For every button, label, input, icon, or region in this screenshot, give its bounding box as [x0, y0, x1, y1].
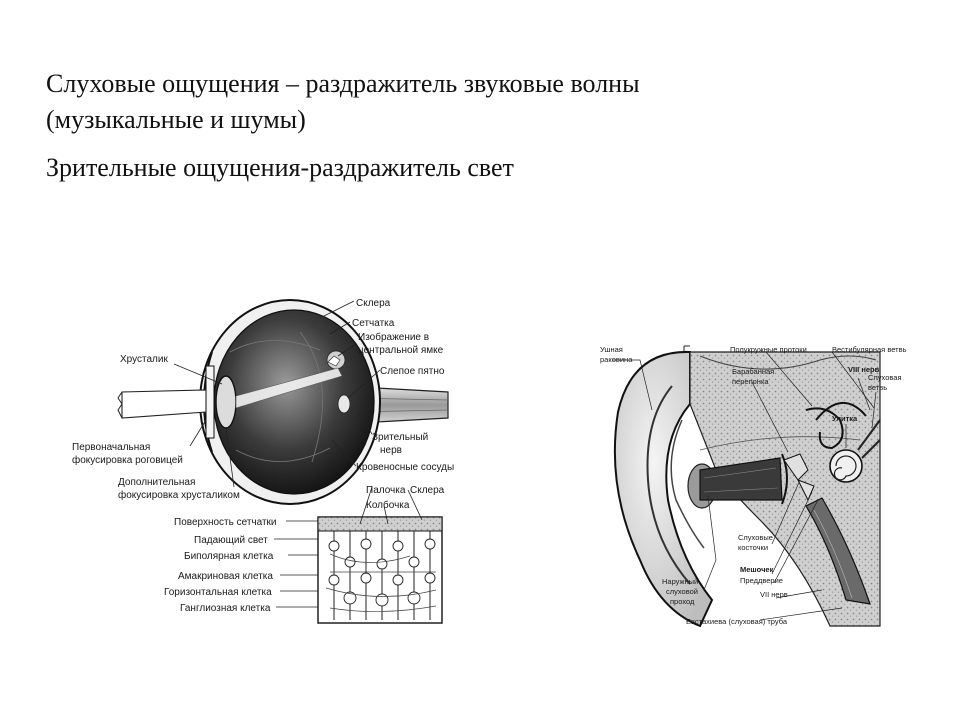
- label-blind-spot: Слепое пятно: [380, 366, 445, 377]
- label-retina-surface: Поверхность сетчатки: [174, 517, 277, 528]
- label-tympanic-2: перепонка: [732, 377, 769, 386]
- ear-canal: [700, 458, 782, 500]
- label-auditory-branch-1: Слуховая: [868, 373, 902, 382]
- heading-auditory: Слуховые ощущения – раздражитель звуковые волны: [46, 69, 640, 98]
- ear-diagram: [600, 345, 907, 626]
- label-canal-1: Наружный: [662, 577, 699, 586]
- label-image-fovea-2: центральной ямке: [358, 345, 444, 356]
- label-extra-focus-2: фокусировка хрусталиком: [118, 490, 240, 501]
- label-lens: Хрусталик: [120, 354, 168, 365]
- label-primary-focus-2: фокусировка роговицей: [72, 455, 183, 466]
- label-sclera: Склера: [356, 298, 391, 309]
- heading-auditory-examples: (музыкальные и шумы): [46, 105, 306, 134]
- label-optic-nerve-2: нерв: [380, 445, 402, 456]
- label-primary-focus-1: Первоначальная: [72, 442, 151, 453]
- label-tympanic-1: Барабанная: [732, 367, 775, 376]
- label-vestibule: Преддверие: [740, 576, 783, 585]
- label-ganglion-cell: Ганглиозная клетка: [180, 603, 271, 614]
- label-bipolar-cell: Биполярная клетка: [184, 551, 274, 562]
- retina-cell-diagram: [318, 517, 442, 623]
- label-eustachian: Евстахиева (слуховая) труба: [686, 617, 788, 626]
- eye-diagram: [72, 298, 454, 623]
- label-incident-light: Падающий свет: [194, 535, 268, 546]
- label-canal-3: проход: [670, 597, 695, 606]
- label-auricle-1: Ушная: [600, 345, 623, 354]
- label-auditory-branch-2: ветвь: [868, 383, 888, 392]
- label-cone: Колбочка: [366, 500, 410, 511]
- label-sclera-cells: Склера: [410, 485, 445, 496]
- label-vii-nerve: VII нерв: [760, 590, 788, 599]
- label-viii-nerve: VIII нерв: [848, 365, 880, 374]
- label-horizontal-cell: Горизонтальная клетка: [164, 587, 272, 598]
- label-saccule: Мешочек: [740, 565, 774, 574]
- label-optic-nerve-1: Зрительный: [372, 432, 429, 443]
- label-extra-focus-1: Дополнительная: [118, 477, 196, 488]
- heading-visual: Зрительные ощущения-раздражитель свет: [46, 153, 514, 182]
- label-vestibular-branch: Вестибулярная ветвь: [832, 345, 907, 354]
- label-auricle-2: раковина: [600, 355, 633, 364]
- label-canal-2: слуховой: [666, 587, 698, 596]
- label-retina: Сетчатка: [352, 318, 395, 329]
- label-blood-vessels: Кровеносные сосуды: [356, 462, 455, 473]
- label-image-fovea-1: Изображение в: [358, 332, 430, 343]
- lens: [216, 376, 236, 428]
- label-ossicles-2: косточки: [738, 543, 769, 552]
- label-ossicles-1: Слуховые: [738, 533, 773, 542]
- label-cochlea: Улитка: [832, 414, 858, 423]
- label-semicircular: Полукружные протоки: [730, 345, 807, 354]
- label-rod: Палочка: [366, 485, 406, 496]
- label-amacrine-cell: Амакриновая клетка: [178, 571, 273, 582]
